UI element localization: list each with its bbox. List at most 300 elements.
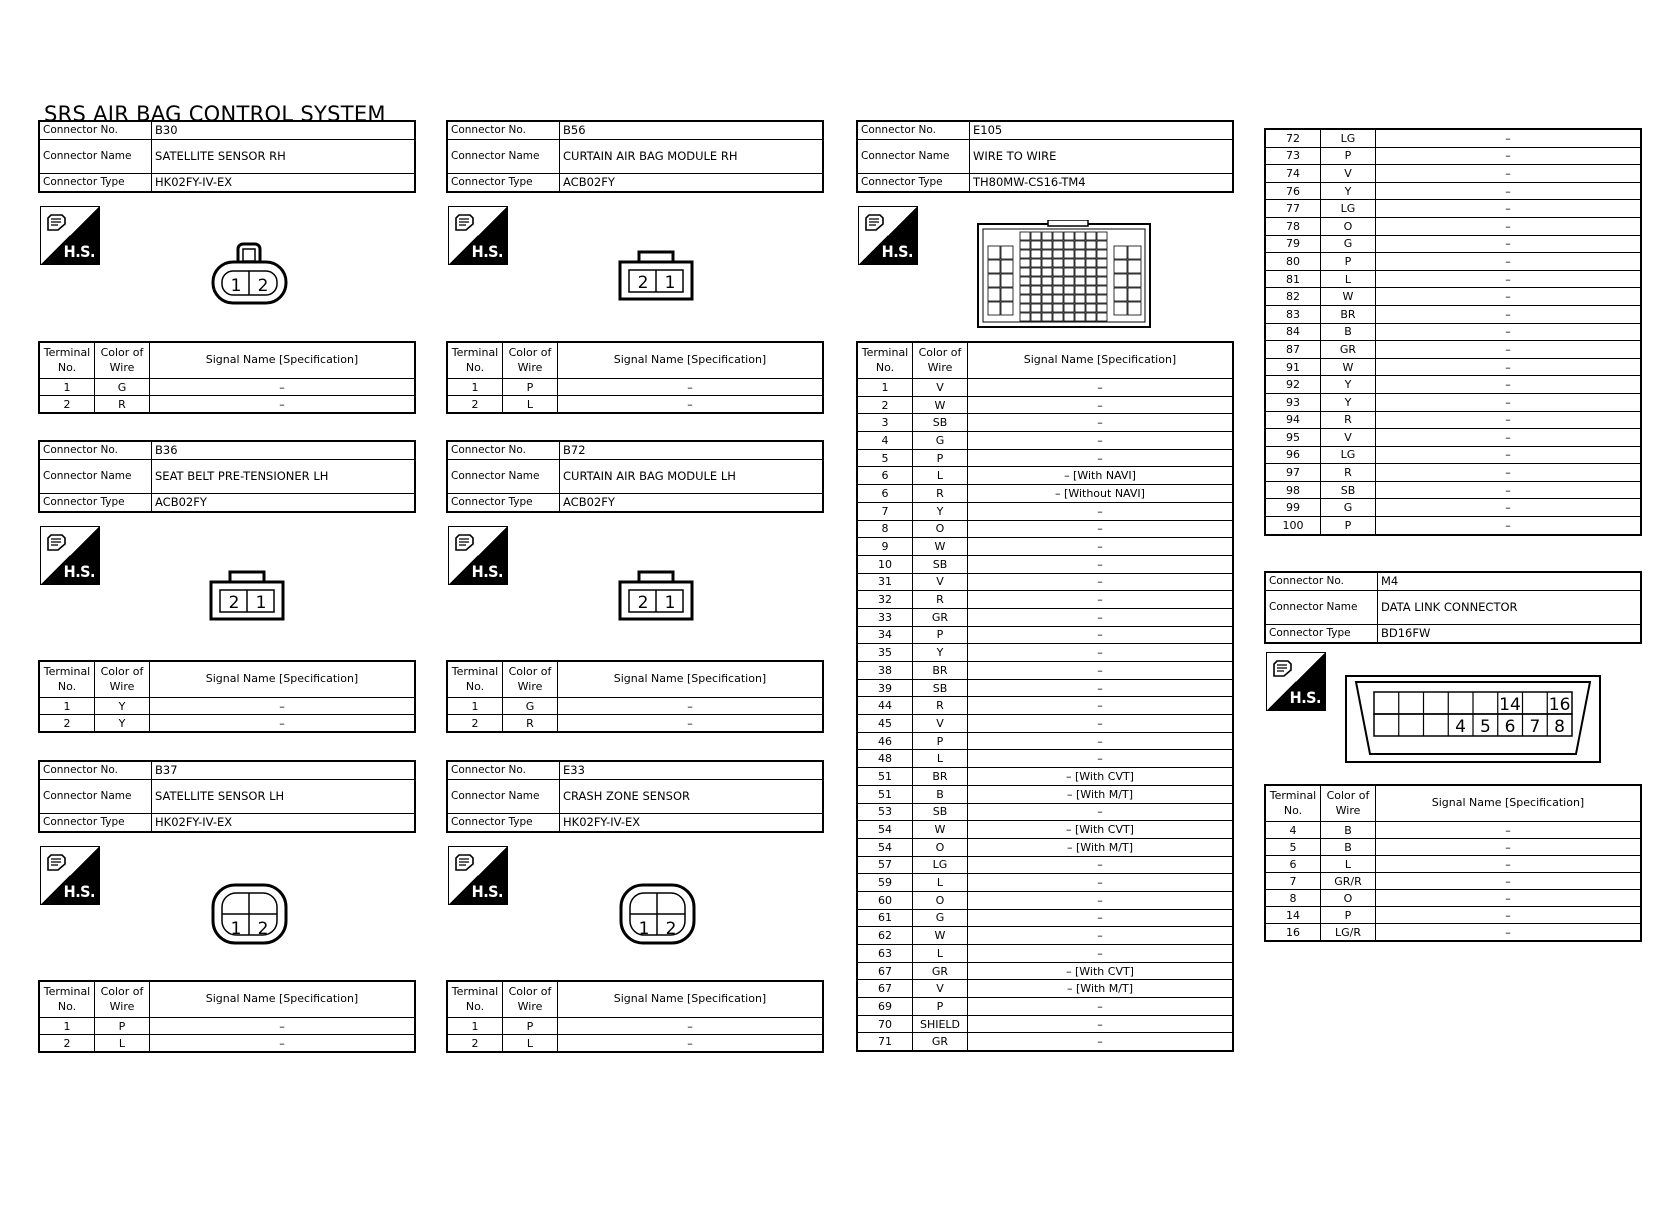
pin-label: 8: [1554, 717, 1566, 737]
connector-type-label: Connector Type: [447, 494, 560, 513]
table-row: [857, 467, 1233, 485]
color-cell: W: [913, 927, 968, 945]
pin-label: 1: [638, 919, 650, 939]
pin-label: 2: [665, 919, 677, 939]
color-cell: SB: [913, 555, 968, 573]
connector-type-label: Connector Type: [447, 174, 560, 193]
table-row: [857, 838, 1233, 856]
connector-name-label: Connector Name: [39, 460, 152, 494]
signal-cell: –: [968, 414, 1234, 432]
connector-panel-b30: [38, 120, 416, 193]
color-cell: O: [1321, 890, 1376, 907]
pin-label: 2: [637, 593, 649, 613]
table-row: [857, 891, 1233, 909]
terminal-cell: 1: [447, 379, 503, 396]
hs-label: H.S.: [471, 242, 503, 261]
signal-cell: –: [968, 1033, 1234, 1051]
table-row: [1265, 358, 1641, 376]
signal-cell: –: [1376, 288, 1642, 306]
table-row: [1265, 253, 1641, 271]
terminal-table-e33: [446, 980, 824, 1053]
connector-no-label: Connector No.: [39, 121, 152, 140]
color-cell: Y: [1321, 393, 1376, 411]
signal-cell: –: [968, 874, 1234, 892]
color-cell: L: [913, 750, 968, 768]
terminal-cell: 5: [857, 449, 913, 467]
color-header: Color of Wire: [95, 661, 150, 698]
connector-no-value: B37: [152, 761, 416, 780]
table-row: [1265, 924, 1641, 942]
signal-cell: –: [1376, 873, 1642, 890]
connector-name-value: CURTAIN AIR BAG MODULE RH: [560, 140, 824, 174]
signal-cell: –: [558, 698, 824, 715]
table-row: [857, 538, 1233, 556]
terminal-cell: 84: [1265, 323, 1321, 341]
terminal-cell: 2: [857, 396, 913, 414]
hs-label: H.S.: [1289, 688, 1321, 707]
connector-name-label: Connector Name: [447, 460, 560, 494]
signal-cell: –: [968, 715, 1234, 733]
connector-type-value: HK02FY-IV-EX: [560, 814, 824, 833]
connector-type-label: Connector Type: [39, 494, 152, 513]
signal-cell: –: [968, 502, 1234, 520]
signal-cell: –: [968, 945, 1234, 963]
terminal-cell: 10: [857, 555, 913, 573]
color-cell: V: [913, 715, 968, 733]
signal-cell: –: [1376, 253, 1642, 271]
table-row: [1265, 235, 1641, 253]
table-row: [1265, 499, 1641, 517]
color-cell: G: [913, 909, 968, 927]
connector-face-b36: [208, 570, 288, 622]
signal-cell: –: [1376, 270, 1642, 288]
color-header: Color of Wire: [503, 981, 558, 1018]
color-cell: P: [1321, 517, 1376, 535]
table-row: [857, 555, 1233, 573]
table-row: [857, 945, 1233, 963]
signal-cell: –: [968, 998, 1234, 1016]
terminal-cell: 39: [857, 679, 913, 697]
signal-cell: –: [968, 1015, 1234, 1033]
color-cell: GR/R: [1321, 873, 1376, 890]
hand-icon: [452, 210, 476, 234]
table-row: [1265, 200, 1641, 218]
color-cell: G: [95, 379, 150, 396]
color-cell: LG: [913, 856, 968, 874]
color-cell: LG: [1321, 129, 1376, 147]
terminal-cell: 96: [1265, 446, 1321, 464]
terminal-cell: 1: [39, 698, 95, 715]
terminal-no-header: Terminal No.: [39, 342, 95, 379]
color-header: Color of Wire: [503, 661, 558, 698]
terminal-cell: 93: [1265, 393, 1321, 411]
signal-cell: –: [968, 573, 1234, 591]
terminal-cell: 57: [857, 856, 913, 874]
signal-cell: –: [1376, 165, 1642, 183]
table-row: [1265, 165, 1641, 183]
signal-cell: –: [968, 927, 1234, 945]
signal-cell: –: [1376, 411, 1642, 429]
terminal-table-b37: [38, 980, 416, 1053]
terminal-cell: 45: [857, 715, 913, 733]
table-row: [857, 626, 1233, 644]
signal-cell: –: [1376, 890, 1642, 907]
connector-name-label: Connector Name: [39, 780, 152, 814]
color-cell: W: [1321, 358, 1376, 376]
harness-side-icon: [40, 526, 100, 585]
connector-name-value: SEAT BELT PRE-TENSIONER LH: [152, 460, 416, 494]
hand-icon: [44, 850, 68, 874]
terminal-cell: 77: [1265, 200, 1321, 218]
signal-cell: – [With CVT]: [968, 821, 1234, 839]
color-cell: W: [913, 538, 968, 556]
color-cell: B: [1321, 839, 1376, 856]
signal-cell: –: [968, 732, 1234, 750]
signal-cell: –: [968, 396, 1234, 414]
signal-cell: – [Without NAVI]: [968, 485, 1234, 503]
table-row: [1265, 517, 1641, 535]
table-row: [857, 644, 1233, 662]
table-row: [857, 803, 1233, 821]
table-row: [39, 715, 415, 733]
table-row: [857, 679, 1233, 697]
color-cell: V: [1321, 429, 1376, 447]
signal-cell: –: [1376, 499, 1642, 517]
terminal-cell: 5: [1265, 839, 1321, 856]
connector-no-label: Connector No.: [857, 121, 970, 140]
connector-face-b72: [617, 570, 697, 622]
terminal-cell: 1: [39, 1018, 95, 1035]
connector-name-label: Connector Name: [447, 780, 560, 814]
terminal-cell: 98: [1265, 481, 1321, 499]
color-cell: V: [913, 379, 968, 397]
color-cell: GR: [913, 608, 968, 626]
connector-no-value: B72: [560, 441, 824, 460]
terminal-cell: 6: [1265, 856, 1321, 873]
terminal-cell: 99: [1265, 499, 1321, 517]
signal-cell: –: [150, 715, 416, 733]
color-cell: W: [1321, 288, 1376, 306]
terminal-cell: 32: [857, 591, 913, 609]
signal-cell: –: [1376, 393, 1642, 411]
signal-cell: –: [1376, 856, 1642, 873]
terminal-cell: 34: [857, 626, 913, 644]
connector-name-value: CURTAIN AIR BAG MODULE LH: [560, 460, 824, 494]
connector-type-value: HK02FY-IV-EX: [152, 174, 416, 193]
color-cell: W: [913, 821, 968, 839]
pin-label: 2: [257, 276, 269, 296]
color-cell: GR: [1321, 341, 1376, 359]
signal-header: Signal Name [Specification]: [150, 661, 416, 698]
pin-label: 2: [637, 273, 649, 293]
terminal-cell: 70: [857, 1015, 913, 1033]
table-row: [1265, 481, 1641, 499]
signal-header: Signal Name [Specification]: [150, 342, 416, 379]
color-cell: Y: [913, 644, 968, 662]
terminal-cell: 79: [1265, 235, 1321, 253]
connector-face-b37: [210, 882, 290, 946]
connector-panel-b36: [38, 440, 416, 513]
connector-face-m4: [1344, 674, 1602, 764]
terminal-cell: 82: [1265, 288, 1321, 306]
color-cell: G: [1321, 235, 1376, 253]
color-cell: R: [95, 396, 150, 414]
table-row: [857, 520, 1233, 538]
connector-no-value: B30: [152, 121, 416, 140]
terminal-cell: 2: [39, 715, 95, 733]
signal-cell: –: [968, 555, 1234, 573]
color-cell: L: [503, 1035, 558, 1053]
connector-panel-b37: [38, 760, 416, 833]
connector-panel-b56: [446, 120, 824, 193]
color-cell: Y: [95, 698, 150, 715]
table-row: [1265, 182, 1641, 200]
color-header: Color of Wire: [503, 342, 558, 379]
table-row: [857, 927, 1233, 945]
color-cell: L: [913, 874, 968, 892]
color-cell: GR: [913, 962, 968, 980]
color-cell: B: [1321, 323, 1376, 341]
signal-header: Signal Name [Specification]: [558, 342, 824, 379]
color-cell: BR: [913, 768, 968, 786]
terminal-cell: 72: [1265, 129, 1321, 147]
signal-cell: –: [968, 379, 1234, 397]
table-row: [857, 785, 1233, 803]
connector-panel-e105: [856, 120, 1234, 193]
terminal-cell: 91: [1265, 358, 1321, 376]
terminal-cell: 81: [1265, 270, 1321, 288]
connector-name-label: Connector Name: [857, 140, 970, 174]
table-row: [857, 856, 1233, 874]
terminal-no-header: Terminal No.: [857, 342, 913, 379]
terminal-cell: 16: [1265, 924, 1321, 942]
terminal-cell: 100: [1265, 517, 1321, 535]
table-row: [1265, 873, 1641, 890]
terminal-cell: 87: [1265, 341, 1321, 359]
terminal-cell: 1: [447, 698, 503, 715]
pin-label: 4: [1455, 717, 1467, 737]
connector-name-value: DATA LINK CONNECTOR: [1378, 591, 1642, 625]
color-cell: P: [503, 379, 558, 396]
table-row: [1265, 341, 1641, 359]
terminal-table-m4: [1264, 784, 1642, 942]
pin-label: 1: [664, 593, 676, 613]
color-cell: LG: [1321, 446, 1376, 464]
signal-cell: –: [968, 803, 1234, 821]
signal-cell: –: [1376, 907, 1642, 924]
signal-cell: –: [1376, 129, 1642, 147]
table-row: [1265, 429, 1641, 447]
color-cell: LG: [1321, 200, 1376, 218]
signal-cell: – [With NAVI]: [968, 467, 1234, 485]
table-row: [857, 662, 1233, 680]
signal-cell: –: [968, 538, 1234, 556]
pin-label: 1: [255, 593, 267, 613]
color-cell: Y: [95, 715, 150, 733]
signal-cell: –: [1376, 839, 1642, 856]
terminal-cell: 61: [857, 909, 913, 927]
hand-icon: [44, 530, 68, 554]
table-row: [857, 414, 1233, 432]
table-row: [39, 1018, 415, 1035]
terminal-cell: 31: [857, 573, 913, 591]
table-row: [857, 449, 1233, 467]
terminal-cell: 1: [39, 379, 95, 396]
terminal-cell: 38: [857, 662, 913, 680]
terminal-cell: 71: [857, 1033, 913, 1051]
connector-type-value: TH80MW-CS16-TM4: [970, 174, 1234, 193]
color-cell: V: [1321, 165, 1376, 183]
signal-header: Signal Name [Specification]: [968, 342, 1234, 379]
table-row: [857, 485, 1233, 503]
hand-icon: [44, 210, 68, 234]
terminal-cell: 92: [1265, 376, 1321, 394]
connector-face-b30: [210, 242, 290, 306]
color-cell: L: [913, 945, 968, 963]
color-cell: P: [503, 1018, 558, 1035]
terminal-cell: 51: [857, 768, 913, 786]
table-row: [857, 396, 1233, 414]
terminal-cell: 8: [1265, 890, 1321, 907]
table-row: [1265, 856, 1641, 873]
pin-label: 7: [1529, 717, 1541, 737]
color-cell: L: [1321, 856, 1376, 873]
terminal-cell: 67: [857, 962, 913, 980]
terminal-cell: 1: [447, 1018, 503, 1035]
connector-name-value: SATELLITE SENSOR RH: [152, 140, 416, 174]
harness-side-icon: [40, 846, 100, 905]
terminal-cell: 3: [857, 414, 913, 432]
terminal-cell: 2: [447, 396, 503, 414]
color-cell: GR: [913, 1033, 968, 1051]
signal-cell: –: [1376, 147, 1642, 165]
terminal-cell: 6: [857, 485, 913, 503]
connector-no-label: Connector No.: [39, 761, 152, 780]
color-cell: SHIELD: [913, 1015, 968, 1033]
color-cell: SB: [1321, 481, 1376, 499]
terminal-cell: 69: [857, 998, 913, 1016]
table-row: [857, 573, 1233, 591]
pin-label: 1: [664, 273, 676, 293]
terminal-table-b72: [446, 660, 824, 733]
table-row: [447, 396, 823, 414]
connector-face-e105: [976, 220, 1152, 330]
table-row: [1265, 907, 1641, 924]
hand-icon: [1270, 656, 1294, 680]
signal-cell: –: [1376, 235, 1642, 253]
terminal-cell: 44: [857, 697, 913, 715]
signal-cell: –: [1376, 341, 1642, 359]
connector-panel-m4: [1264, 571, 1642, 644]
terminal-cell: 6: [857, 467, 913, 485]
signal-cell: –: [968, 750, 1234, 768]
color-cell: R: [913, 697, 968, 715]
connector-type-label: Connector Type: [447, 814, 560, 833]
connector-no-label: Connector No.: [39, 441, 152, 460]
color-cell: R: [913, 591, 968, 609]
signal-cell: –: [558, 715, 824, 733]
table-row: [857, 608, 1233, 626]
terminal-cell: 54: [857, 821, 913, 839]
connector-no-value: B36: [152, 441, 416, 460]
signal-cell: –: [1376, 481, 1642, 499]
color-cell: L: [913, 467, 968, 485]
signal-cell: –: [968, 697, 1234, 715]
color-cell: L: [503, 396, 558, 414]
signal-cell: –: [558, 1035, 824, 1053]
connector-type-value: HK02FY-IV-EX: [152, 814, 416, 833]
terminal-cell: 46: [857, 732, 913, 750]
terminal-cell: 35: [857, 644, 913, 662]
hs-label: H.S.: [63, 882, 95, 901]
table-row: [1265, 270, 1641, 288]
terminal-no-header: Terminal No.: [447, 981, 503, 1018]
color-cell: Y: [1321, 376, 1376, 394]
signal-cell: –: [150, 396, 416, 414]
connector-face-e33: [618, 882, 698, 946]
connector-type-value: ACB02FY: [152, 494, 416, 513]
table-row: [1265, 376, 1641, 394]
table-row: [857, 768, 1233, 786]
signal-header: Signal Name [Specification]: [558, 661, 824, 698]
terminal-cell: 62: [857, 927, 913, 945]
signal-cell: –: [558, 396, 824, 414]
harness-side-icon: [448, 206, 508, 265]
signal-header: Signal Name [Specification]: [558, 981, 824, 1018]
table-row: [1265, 464, 1641, 482]
terminal-cell: 51: [857, 785, 913, 803]
signal-cell: –: [968, 432, 1234, 450]
terminal-cell: 53: [857, 803, 913, 821]
color-cell: O: [913, 520, 968, 538]
color-cell: G: [1321, 499, 1376, 517]
table-row: [1265, 323, 1641, 341]
color-cell: P: [913, 732, 968, 750]
terminal-no-header: Terminal No.: [39, 981, 95, 1018]
connector-no-label: Connector No.: [447, 121, 560, 140]
connector-type-value: ACB02FY: [560, 494, 824, 513]
signal-cell: –: [1376, 305, 1642, 323]
terminal-cell: 74: [1265, 165, 1321, 183]
color-cell: P: [913, 998, 968, 1016]
connector-no-value: M4: [1378, 572, 1642, 591]
table-row: [857, 502, 1233, 520]
hand-icon: [862, 210, 886, 234]
table-row: [1265, 839, 1641, 856]
table-row: [447, 1035, 823, 1053]
connector-no-value: B56: [560, 121, 824, 140]
hs-label: H.S.: [63, 562, 95, 581]
table-row: [447, 698, 823, 715]
color-header: Color of Wire: [95, 981, 150, 1018]
color-cell: O: [1321, 217, 1376, 235]
hand-icon: [452, 530, 476, 554]
color-cell: R: [503, 715, 558, 733]
signal-cell: –: [150, 379, 416, 396]
terminal-no-header: Terminal No.: [447, 342, 503, 379]
table-row: [1265, 217, 1641, 235]
terminal-no-header: Terminal No.: [447, 661, 503, 698]
color-cell: P: [1321, 907, 1376, 924]
color-cell: P: [913, 449, 968, 467]
color-cell: SB: [913, 414, 968, 432]
table-row: [857, 715, 1233, 733]
table-row: [857, 980, 1233, 998]
terminal-cell: 95: [1265, 429, 1321, 447]
signal-cell: –: [1376, 376, 1642, 394]
terminal-cell: 2: [39, 396, 95, 414]
color-cell: R: [1321, 411, 1376, 429]
